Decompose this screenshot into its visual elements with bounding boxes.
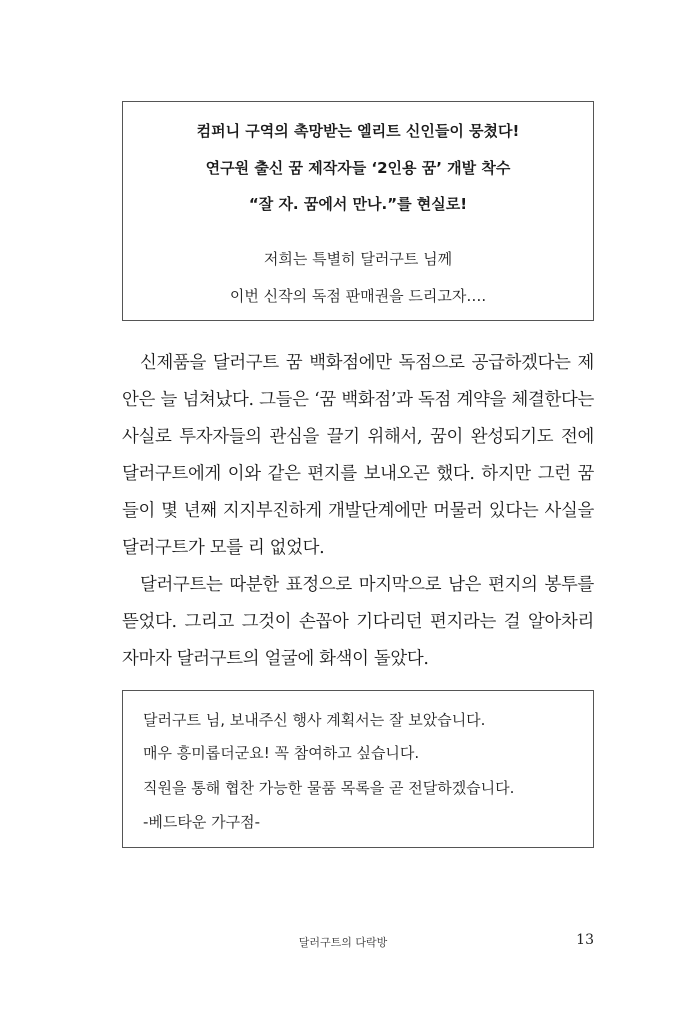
- paragraph-line: 달러구트에게 이와 같은 편지를 보내오곤 했다. 하지만 그런 꿈: [122, 464, 594, 484]
- letter-subheadline: 연구원 출신 꿈 제작자들 ‘2인용 꿈’ 개발 착수: [205, 159, 511, 177]
- reply-letter-signature: -베드타운 가구점-: [143, 813, 261, 831]
- paragraph-line: 달러구트가 모를 리 없었다.: [122, 538, 325, 558]
- letter-headline: 컴퍼니 구역의 촉망받는 엘리트 신인들이 뭉쳤다!: [196, 122, 520, 140]
- letter-box-2: [122, 690, 594, 848]
- letter-box-1: [122, 101, 594, 321]
- letter-tagline: “잘 자. 꿈에서 만나.”를 현실로!: [248, 195, 468, 213]
- running-footer-book-title: 달러구트의 다락방: [298, 936, 388, 949]
- paragraph-line: 사실로 투자자들의 관심을 끌기 위해서, 꿈이 완성되기도 전에: [122, 427, 594, 447]
- reply-letter-line: 매우 흥미롭더군요! 꼭 참여하고 싶습니다.: [143, 744, 420, 762]
- letter-body-line: 이번 신작의 독점 판매권을 드리고자….: [229, 287, 487, 305]
- reply-letter-line: 직원을 통해 협찬 가능한 물품 목록을 곧 전달하겠습니다.: [143, 779, 515, 797]
- paragraph-line: 뜯었다. 그리고 그것이 손꼽아 기다리던 편지라는 걸 알아차리: [122, 612, 594, 632]
- paragraph-line: 자마자 달러구트의 얼굴에 화색이 돌았다.: [122, 649, 429, 669]
- paragraph-line: 안은 늘 넘쳐났다. 그들은 ‘꿈 백화점’과 독점 계약을 체결한다는: [122, 390, 594, 410]
- reply-letter-line: 달러구트 님, 보내주신 행사 계획서는 잘 보았습니다.: [143, 711, 486, 729]
- paragraph-line: 들이 몇 년째 지지부진하게 개발단계에만 머물러 있다는 사실을: [122, 501, 594, 521]
- paragraph-line: 달러구트는 따분한 표정으로 마지막으로 남은 편지의 봉투를: [140, 575, 594, 595]
- page-number: 13: [576, 932, 594, 948]
- letter-body-line: 저희는 특별히 달러구트 님께: [263, 250, 453, 268]
- paragraph-line: 신제품을 달러구트 꿈 백화점에만 독점으로 공급하겠다는 제: [140, 353, 594, 373]
